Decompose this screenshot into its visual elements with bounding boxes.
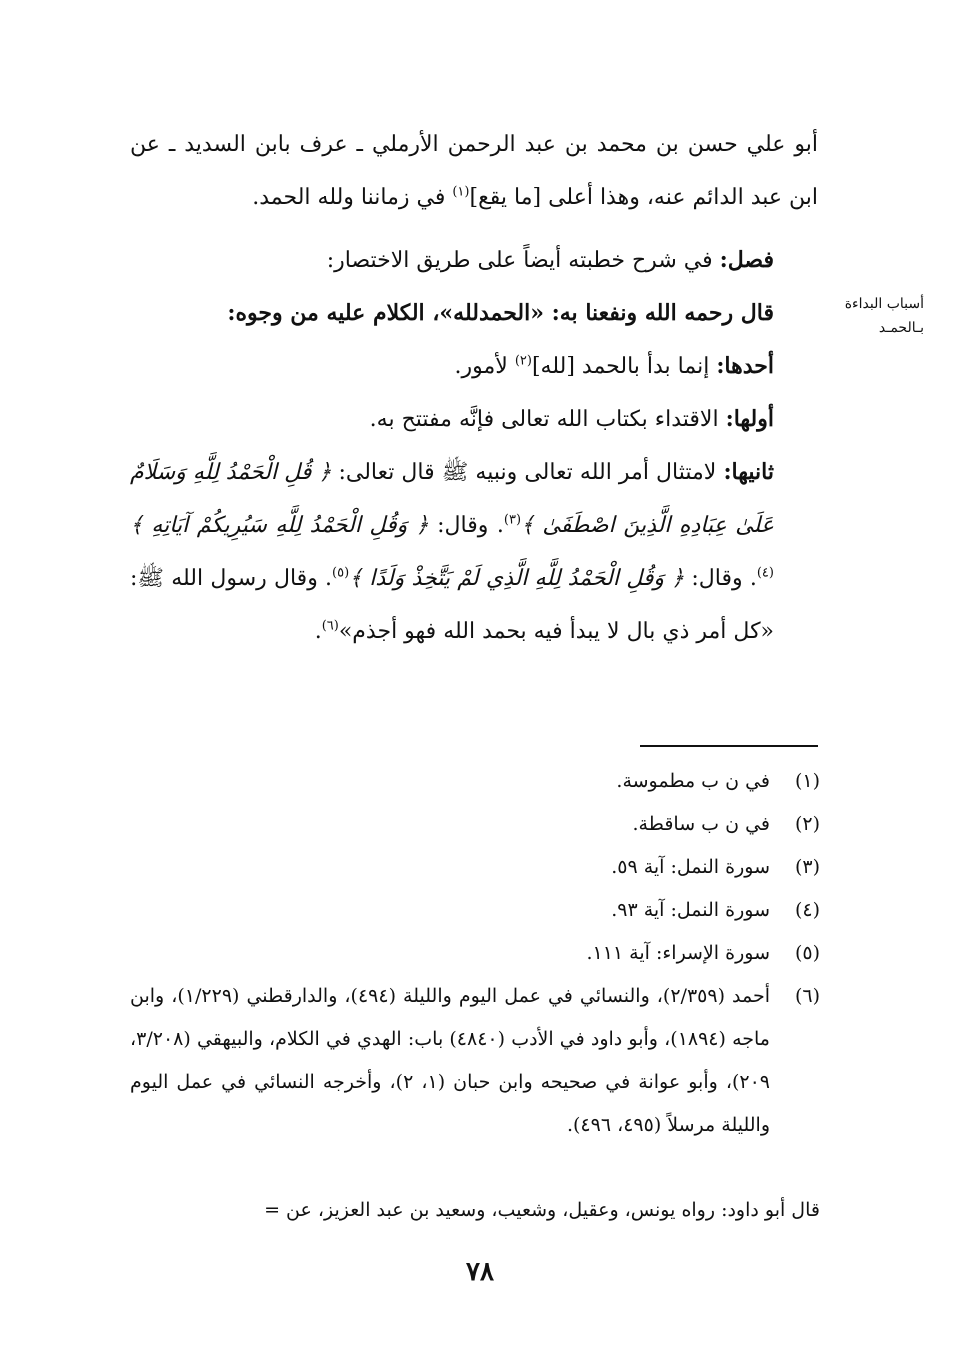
page-number: ٧٨ — [466, 1257, 494, 1287]
lead-word: أولها: — [725, 406, 774, 432]
quran-verse: ﴿ قُلِ الْحَمْدُ لِلَّهِ وَسَلَامٌ عَلَىٰ عِبَادِهِ الَّذِينَ اصْطَفَىٰ ﴾ — [130, 460, 774, 538]
footnote-ref[interactable]: (٥) — [332, 565, 350, 581]
text: . — [314, 619, 322, 644]
lead-word: ثانيها: — [723, 459, 774, 485]
footnotes — [130, 760, 820, 1147]
footnote — [130, 975, 820, 1147]
text: . وقال رسول الله ﷺ: «كل أمر ذي بال لا يبدأ فيه بحمد الله فهو أجذم» — [130, 566, 774, 644]
quran-verse: ﴿ وَقُلِ الْحَمْدُ لِلَّهِ الَّذِي لَمْ يَتَّخِذْ وَلَدًا ﴾ — [349, 566, 685, 591]
text: قال رحمه الله ونفعنا به: «الحمدلله»، الكلام عليه من وجوه: — [227, 300, 774, 326]
footnote-ref[interactable]: (٦) — [321, 618, 339, 634]
footnote-number: (٦) — [794, 985, 820, 1007]
footnote-ref[interactable]: (٤) — [756, 565, 774, 581]
footnote-text: أحمد (٢/٣٥٩)، والنسائي في عمل اليوم والليلة (٤٩٤)، والدارقطني (١/٢٢٩)، وابن ماجه (١٨٩٤)، وأبو داود في الأدب (٤٨٤٠) باب: الهدي في الكلام، والبيهقي (٣/٢٠٨، ٢٠٩)، وأبو عوانة في صحيحه وابن حبان (١، ٢)، وأخرجه النسائي في عمل اليوم والليلة مرسلاً (٤٩٥، ٤٩٦). — [130, 985, 771, 1136]
paragraph-4 — [130, 340, 818, 393]
footnote-ref[interactable]: (٢) — [514, 353, 532, 369]
footnote — [130, 889, 820, 932]
text: أبو علي حسن بن محمد بن عبد الرحمن الأرملي ـ عرف بابن السديد ـ عن ابن عبد الدائم عنه، وهذا أعلى [ما يقع] — [130, 132, 818, 210]
text: في شرح خطبته أيضاً على طريق الاختصار: — [326, 248, 720, 273]
section-heading — [130, 234, 818, 287]
footnote — [130, 846, 820, 889]
footnote-continuation: قال أبو داود: رواه يونس، وعقيل، وشعيب، وسعيد بن عبد العزيز، عن = — [264, 1199, 820, 1221]
footnote — [130, 932, 820, 975]
paragraph-5 — [130, 393, 818, 446]
quran-verse: ﴿ وَقُلِ الْحَمْدُ لِلَّهِ سَيُرِيكُمْ آيَاتِهِ ﴾ — [130, 513, 429, 538]
text: الاقتداء بكتاب الله تعالى فإنَّه مفتتح به. — [369, 407, 726, 432]
footnote-number: (٣) — [794, 856, 820, 878]
text: لامتثال أمر الله تعالى ونبيه ﷺ قال تعالى: — [331, 460, 724, 485]
text: في زماننا ولله الحمد. — [252, 185, 453, 210]
text: إنما بدأ بالحمد [لله] — [531, 354, 717, 379]
footnote-text: في ن ب مطموسة. — [616, 770, 770, 792]
footnote-number: (٤) — [794, 899, 820, 921]
text: . وقال: — [684, 566, 757, 591]
footnote-ref[interactable]: (٣) — [503, 512, 522, 528]
paragraph-6 — [130, 446, 818, 658]
margin-note: أسباب البداءة بـالحمـد — [844, 296, 924, 336]
footnote-number: (١) — [794, 770, 820, 792]
footnote-separator — [640, 745, 818, 747]
paragraph-1 — [130, 118, 818, 224]
text: لأمور. — [454, 354, 515, 379]
footnote — [130, 803, 820, 846]
footnote-number: (٥) — [794, 942, 820, 964]
text: . وقال: — [428, 513, 504, 538]
section-label: فصل: — [719, 247, 774, 273]
footnote-text: سورة النمل: آية ٥٩. — [611, 856, 770, 878]
main-text — [130, 118, 818, 658]
paragraph-3 — [130, 287, 818, 340]
footnote-text: في ن ب ساقطة. — [632, 813, 770, 835]
footnote-text: سورة الإسراء: آية ١١١. — [586, 942, 770, 964]
lead-word: أحدها: — [716, 353, 774, 379]
footnote-number: (٢) — [794, 813, 820, 835]
footnote — [130, 760, 820, 803]
footnote-text: سورة النمل: آية ٩٣. — [611, 899, 770, 921]
footnote-ref[interactable]: (١) — [452, 184, 470, 200]
